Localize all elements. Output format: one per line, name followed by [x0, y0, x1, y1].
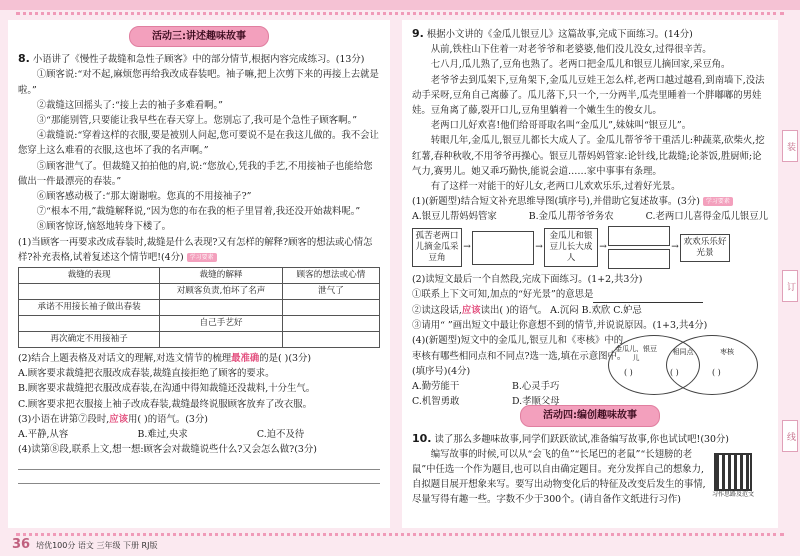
- table-cell: 承诺不用接长袖子做出春装: [19, 300, 160, 316]
- venn-diagram: [608, 335, 758, 395]
- footer-text: 培优100分 语文 三年级 下册 RJ版: [36, 541, 158, 550]
- q10-intro: 10. 读了那么多趣味故事,同学们跃跃欲试,准备编写故事,你也试试吧!(30分): [412, 431, 729, 445]
- mind-map-box: 孤苦老两口儿摘金瓜采豆角: [412, 228, 462, 267]
- activity-banner-4: 活动四:编创趣味故事: [412, 405, 768, 426]
- q9-sub2-1: ①联系上下文可知,加点的“好光景”的意思是: [412, 287, 768, 303]
- option-b: B.心灵手巧: [512, 381, 560, 393]
- arrow-icon: →: [535, 242, 543, 253]
- mind-map-blank[interactable]: [472, 231, 534, 265]
- left-column: [8, 20, 390, 528]
- q9-intro: 9. 根据小文讲的《金瓜儿银豆儿》这篇故事,完成下面练习。(14分): [412, 27, 693, 40]
- answer-lines[interactable]: [18, 457, 380, 484]
- table-cell: 再次确定不用接袖子: [19, 332, 160, 348]
- q8-sub2: (2)结合上题表格及对话文的理解,对选文情节的梳理最准确的是( )(3分): [18, 353, 311, 365]
- table-header: 顾客的想法或心情: [282, 268, 379, 284]
- table-header: 裁缝的表现: [19, 268, 160, 284]
- q8-sub2-option-b[interactable]: B.顾客要求裁缝把衣服改成春装,在沟通中得知裁缝还没裁料,十分生气。: [18, 383, 316, 395]
- q8-para-6: ⑥顾客感动极了:“那太谢谢啦。您真的不用接袖子?”: [36, 191, 252, 203]
- table-cell[interactable]: [19, 284, 160, 300]
- option-c[interactable]: C.迫不及待: [256, 429, 305, 441]
- table-cell[interactable]: [160, 332, 283, 348]
- q10-para: 编写故事的时候,可以从“会飞的鱼”“长尾巴的老鼠”“长翅膀的老鼠”中任选一个作为题目,也可以自由确定题目。充分发挥自己的想象力,自拟题目展开想象来写。要写出动物变化后的特征及改变后发生的事情,尽量写得有趣一些。字数不少于300个。(请自备作文纸进行习作): [412, 448, 706, 506]
- q8-sub2-option-c[interactable]: C.顾客要求把衣服接上袖子改成春装,裁缝最终说服顾客放弃了改衣服。: [18, 398, 313, 410]
- bottom-wave-border: [16, 527, 784, 536]
- mind-map-branch: [608, 226, 670, 269]
- table-header-row: [19, 268, 380, 284]
- q9-sub4: (4)(新题型)短文中的金瓜儿,银豆儿和《枣核》中的枣核有哪些相同点和不同点?选一选,填在示意图中。(填序号)(4分): [412, 335, 627, 377]
- table-cell[interactable]: [19, 316, 160, 332]
- arrow-icon: →: [463, 242, 471, 253]
- mind-map-box: 欢欢乐乐好光景: [680, 234, 730, 262]
- table-cell[interactable]: [282, 316, 379, 332]
- right-column: [402, 20, 778, 528]
- arrow-icon: →: [599, 242, 607, 253]
- venn-blank[interactable]: ( ): [624, 368, 633, 378]
- activity-banner-3: 活动三:讲述趣味故事: [18, 26, 380, 47]
- venn-blank[interactable]: ( ): [712, 368, 721, 378]
- skill-badge: 学习要素: [187, 253, 217, 262]
- q8-sub3-options: [18, 427, 380, 442]
- q8-para-4: ④裁缝说:“穿着这样的衣服,要是被别人问起,您可要说不是在我这儿做的。我不会让您穿上这么难看的衣服,这也坏了我的名声啊。”: [18, 130, 379, 157]
- table-cell[interactable]: [282, 300, 379, 316]
- q8-para-1: ①顾客说:“对不起,麻烦您再给我改成春装吧。袖子嘛,把上次剪下来的再接上去就是啦。”: [18, 69, 379, 96]
- mind-map-blank[interactable]: [608, 226, 670, 246]
- top-band: [0, 0, 800, 10]
- q9-sub1: (1)(新题型)结合短文补充思维导图(填序号),并借助它复述故事。(3分) 学习要素: [412, 194, 768, 209]
- q9-para-4: 老两口儿好欢喜!他们给哥哥取名叫“金瓜儿”,妹妹叫“银豆儿”。: [430, 120, 692, 132]
- table-row: [19, 300, 380, 316]
- q9-para-6: 有了这样一对能干的好儿女,老两口儿欢欢乐乐,过着好光景。: [430, 181, 681, 193]
- mind-map-blank[interactable]: [608, 249, 670, 269]
- table-cell: 自己手艺好: [160, 316, 283, 332]
- option-a[interactable]: A.平静,从容: [18, 429, 69, 441]
- table-cell: 对顾客负责,怕坏了名声: [160, 284, 283, 300]
- mind-map: [412, 227, 768, 269]
- table-row: [19, 284, 380, 300]
- qr-code-image: [714, 453, 752, 491]
- q9-sub1-options: [412, 209, 768, 224]
- table-cell[interactable]: [282, 332, 379, 348]
- arrow-icon: →: [671, 242, 679, 253]
- option-d: D.孝顺父母: [512, 396, 560, 408]
- q8-table: [18, 267, 380, 348]
- option-b[interactable]: B.难过,央求: [137, 429, 188, 441]
- q9-sub2-2: ②读这段话,应该读出( )的语气。 A.沉闷 B.欢欣 C.妒忌: [412, 305, 642, 317]
- q8-sub3: (3)小语在讲第⑦段时,应该用( )的语气。(3分): [18, 413, 208, 425]
- q9-sub2: (2)读短文最后一个自然段,完成下面练习。(1+2,共3分): [412, 273, 643, 285]
- venn-label-middle: 相同点: [672, 348, 694, 357]
- binding-tab: 装: [782, 130, 798, 162]
- option-a: A.勤劳能干: [412, 381, 460, 393]
- q9-sub2-3: ③请用“ ”画出短文中最让你意想不到的情节,并说说原因。(1+3,共4分): [412, 320, 708, 332]
- q8-sub1: (1)当顾客一再要求改成春装时,裁缝是什么表现?又有怎样的解释?顾客的想法或心情怎样?补充表格,试着复述这个情节吧!(4分) 学习要素: [18, 236, 373, 263]
- table-row: [19, 316, 380, 332]
- q8-sub4: (4)读第⑧段,联系上文,想一想:顾客会对裁缝说些什么?又会怎么做?(3分): [18, 444, 317, 456]
- qr-code[interactable]: [708, 453, 758, 499]
- table-cell: 泄气了: [282, 284, 379, 300]
- q9-para-1: 从前,铁柱山下住着一对老爷爷和老婆婆,他们没儿没女,过得很辛苦。: [430, 44, 712, 56]
- q8-para-8: ⑧顾客惊讶,恼怒地转身下楼了。: [36, 221, 172, 233]
- q8-para-2: ②裁缝这回摇头了:“接上去的袖子多难看啊。”: [36, 99, 223, 111]
- q9-para-3: 老爷爷去到瓜架下,豆角架下,金瓜儿豆娃王怎么样,老两口越过越看,到南墙下,没法动手采呀,豆角自己离藤了。瓜儿落下,只一个,一分两半,瓜壳里睡着一个胖嘟嘟的男娃娃。豆角离了藤,裂开口儿,豆角里躺着一个嫩生生的俊女儿。: [412, 74, 765, 117]
- qr-caption: 习作思路及范文: [711, 490, 754, 498]
- table-cell[interactable]: [160, 300, 283, 316]
- q9-sub4-block: [412, 333, 768, 408]
- option-c: C.机智勇敢: [412, 396, 460, 408]
- q9-para-5: 转眼几年,金瓜儿,银豆儿都长大成人了。金瓜儿帮爷爷干重活儿:种蔬菜,砍柴火,挖红薯,春种秋收,不用爷爷再操心。银豆儿帮妈妈管家:论针线,比裁缝;论茶饭,胜厨师;论气力,赛男儿。她又乖巧勤快,能说会道……家中事事有条理。: [412, 135, 765, 177]
- q8-para-5: ⑤顾客泄气了。但裁缝又拍拍他的肩,说:“您放心,凭我的手艺,不用接袖子也能给您做出一件最漂亮的春装。”: [18, 160, 373, 187]
- venn-label-right: 枣核: [720, 348, 734, 357]
- answer-blank[interactable]: [593, 287, 703, 303]
- page-footer: [12, 537, 157, 552]
- table-header: 裁缝的解释: [160, 268, 283, 284]
- q10-block: [412, 431, 768, 508]
- q9-para-2: 七八月,瓜儿熟了,豆角也熟了。老两口把金瓜儿和银豆儿摘回家,采豆角。: [430, 59, 731, 71]
- mind-map-box: 金瓜儿和银豆儿长大成人: [544, 228, 598, 267]
- q8-intro: 8. 小语讲了《慢性子裁缝和急性子顾客》中的部分情节,根据内容完成练习。(13分): [18, 52, 365, 66]
- q9-sub4-options: [412, 379, 612, 409]
- q8-para-3: ③“那能别管,只要能让我早些在春天穿上。您别忘了,我可是个急性子顾客啊。”: [36, 115, 358, 127]
- option-a: A.银豆儿帮妈妈管家: [412, 211, 497, 223]
- option-c: C.老两口儿喜得金瓜儿银豆儿: [645, 211, 768, 223]
- venn-blank[interactable]: ( ): [670, 368, 679, 378]
- skill-badge: 学习要素: [703, 197, 733, 206]
- page-number: 36: [12, 537, 31, 552]
- q8-sub2-option-a[interactable]: A.顾客要求裁缝把衣服改成春装,裁缝直接拒绝了顾客的要求。: [18, 368, 275, 380]
- binding-margin: [780, 0, 800, 556]
- table-row: [19, 332, 380, 348]
- binding-tab: 线: [782, 420, 798, 452]
- q8-para-7: ⑦“根本不用,”裁缝解释说,“因为您的布在我的柜子里冒着,我还没开始裁料呢。”: [36, 206, 361, 218]
- binding-tab: 订: [782, 270, 798, 302]
- venn-label-left: 金瓜儿、银豆儿: [615, 345, 657, 363]
- option-b: B.金瓜儿帮爷爷务农: [528, 211, 614, 223]
